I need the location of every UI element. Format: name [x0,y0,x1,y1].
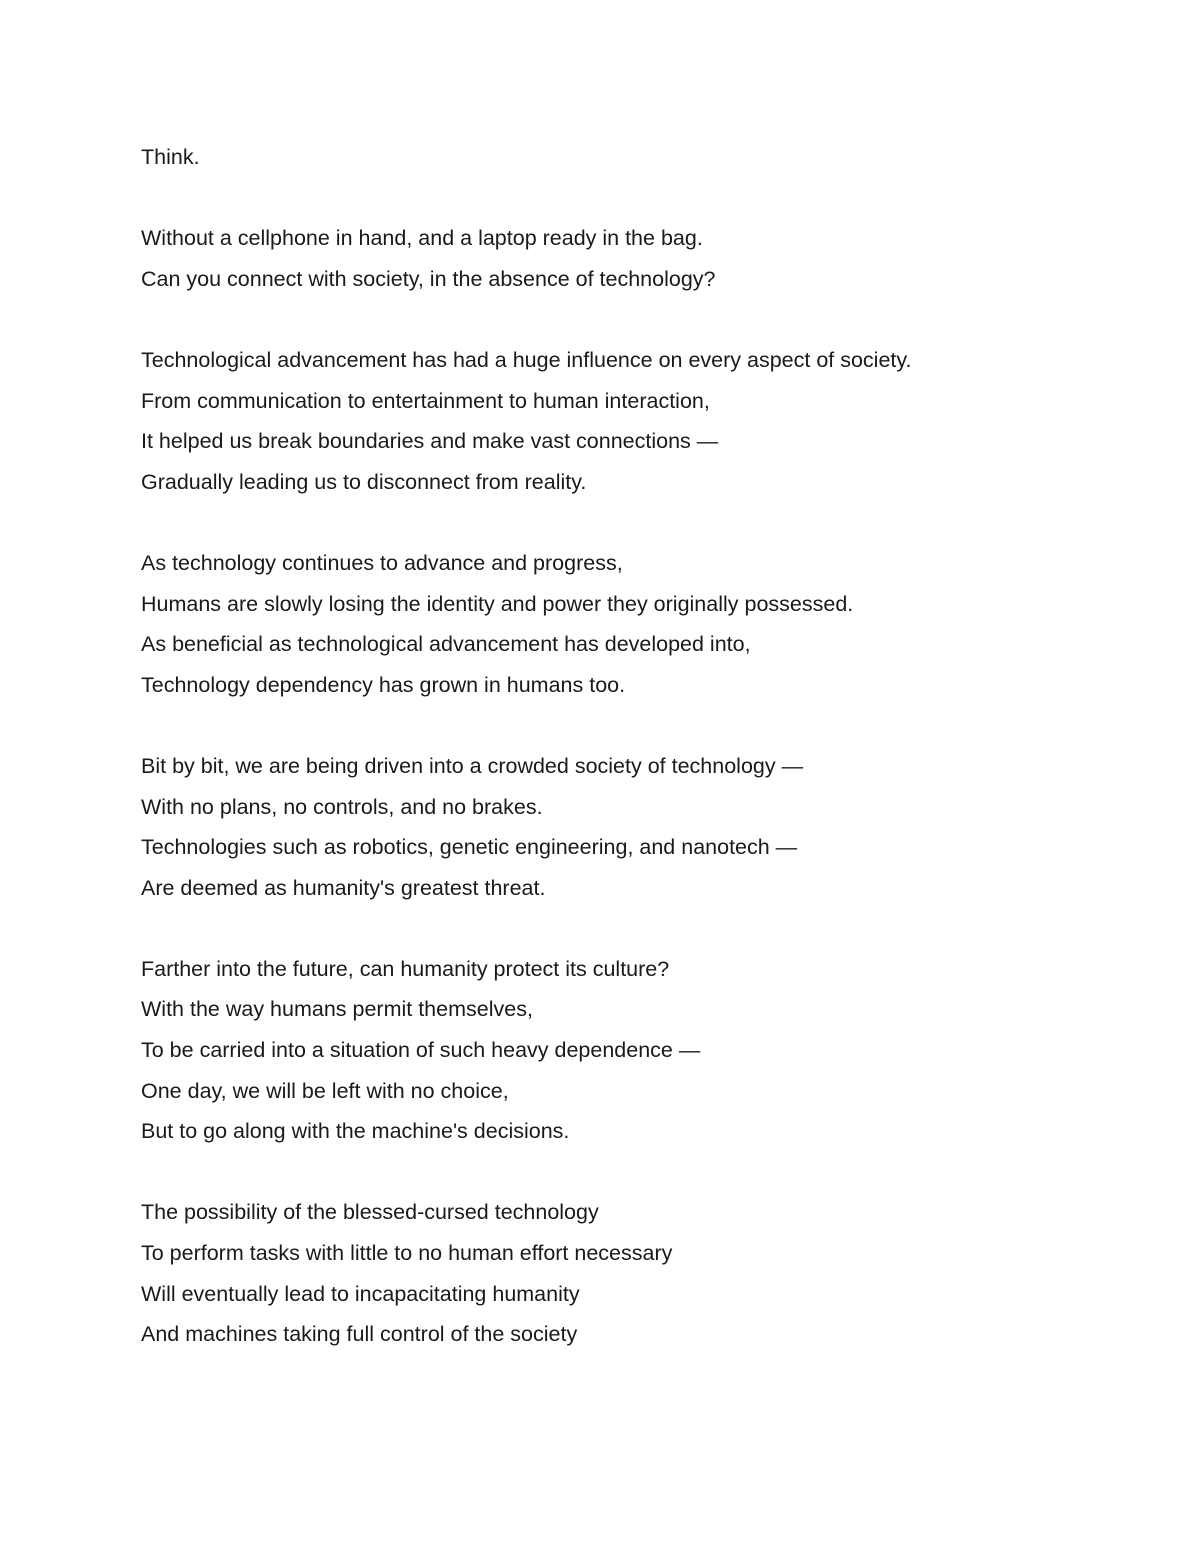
poem-line: From communication to entertainment to human interaction, [141,388,710,413]
stanza-2 [141,218,1121,299]
poem-line: And machines taking full control of the society [141,1322,578,1347]
poem-line: As technology continues to advance and progress, [141,550,623,575]
poem-line: The possibility of the blessed-cursed technology [141,1200,599,1225]
stanza-7 [141,1192,1121,1354]
poem-line: Technologies such as robotics, genetic engineering, and nanotech — [141,835,798,860]
poem-line: Humans are slowly losing the identity and power they originally possessed. [141,591,854,616]
poem-line: Are deemed as humanity's greatest threat. [141,875,546,900]
poem-line: Technological advancement has had a huge influence on every aspect of society. [141,347,912,372]
poem-line: Bit by bit, we are being driven into a crowded society of technology — [141,753,804,778]
poem-line: Gradually leading us to disconnect from reality. [141,469,587,494]
poem-line: To be carried into a situation of such heavy dependence — [141,1038,701,1063]
poem-line: It helped us break boundaries and make vast connections — [141,429,719,454]
poem-line: Will eventually lead to incapacitating humanity [141,1281,580,1306]
stanza-3 [141,340,1121,502]
stanza-1 [141,137,1121,178]
poem-line: Can you connect with society, in the absence of technology? [141,266,716,291]
poem-line: With no plans, no controls, and no brakes. [141,794,543,819]
poem-line: With the way humans permit themselves, [141,997,533,1022]
poem-line: Farther into the future, can humanity protect its culture? [141,956,670,981]
stanza-5 [141,746,1121,908]
poem-line: But to go along with the machine's decisions. [141,1119,570,1144]
poem-line: Without a cellphone in hand, and a laptop ready in the bag. [141,226,703,251]
stanza-6 [141,949,1121,1152]
poem-line: One day, we will be left with no choice, [141,1078,509,1103]
stanza-4 [141,543,1121,705]
poem-line: Technology dependency has grown in humans too. [141,672,626,697]
poem-line: Think. [141,145,200,169]
poem-line: As beneficial as technological advancement has developed into, [141,632,751,657]
poem-body [141,137,1121,1355]
poem-line: To perform tasks with little to no human effort necessary [141,1241,673,1266]
